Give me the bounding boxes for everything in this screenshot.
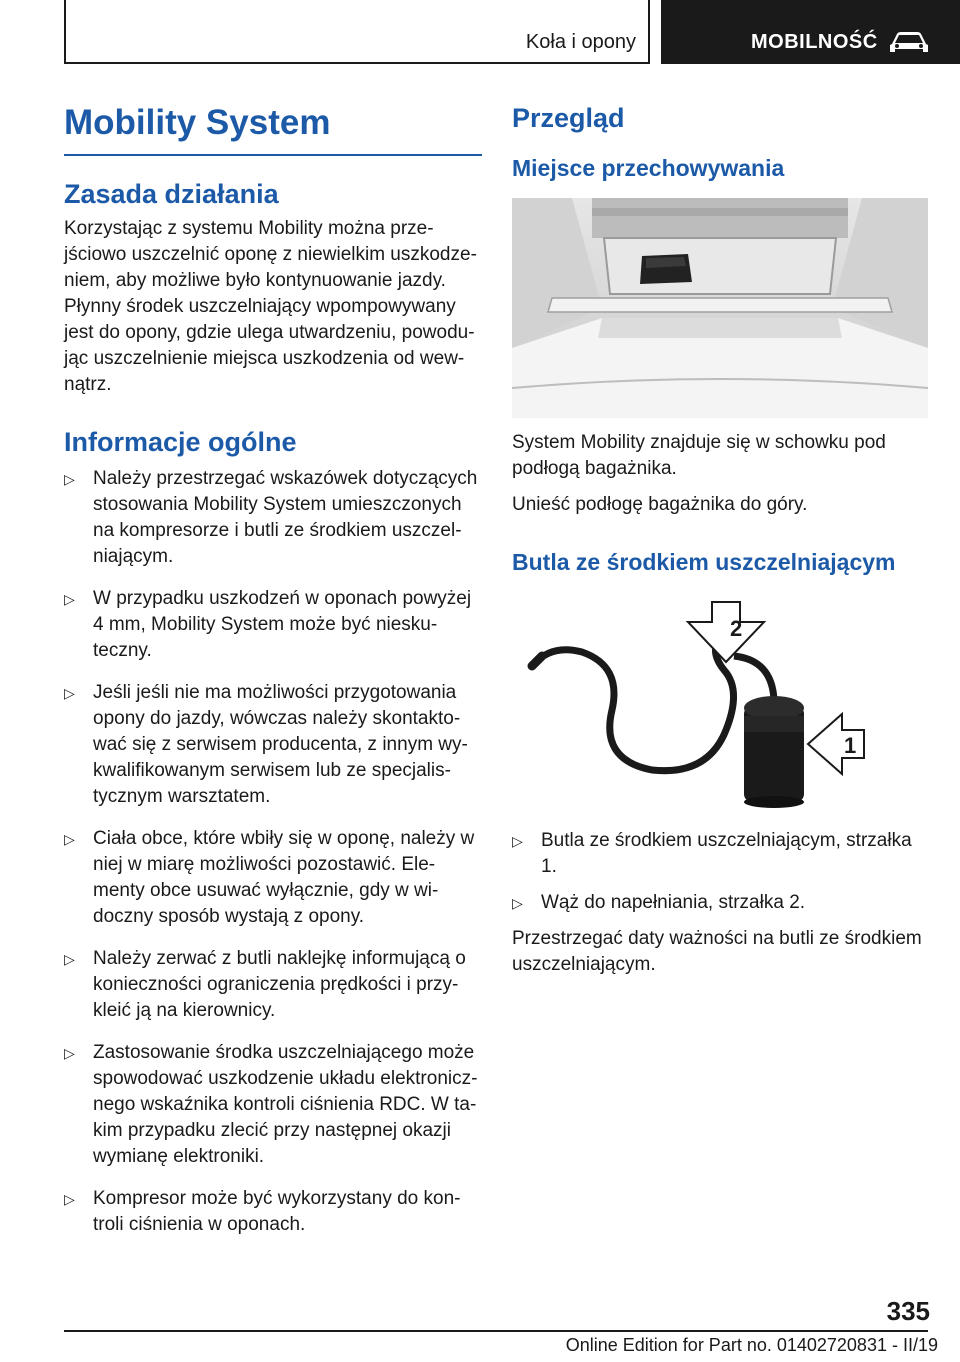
bottle-heading: Butla ze środkiem uszczelniającym [512, 549, 896, 575]
page-title: Mobility System [64, 100, 482, 156]
page-number: 335 [886, 1296, 930, 1326]
storage-text-1: System Mobility znajduje się w schowku pod podłogą bagażnika. [512, 432, 886, 479]
bottle-diagram [512, 600, 928, 812]
bullet-triangle-icon: ▷ [64, 831, 75, 847]
list-item: ▷ Jeśli jeśli nie ma możliwości przygotowania opony do jazdy, wówczas należy skontakto- wać się z serwisem producenta, z innym wy- kwalifikowanym serwisem lub ze specjalis- tycznym warsztatem. [64, 682, 468, 807]
bullet-triangle-icon: ▷ [64, 951, 75, 967]
bullet-triangle-icon: ▷ [64, 1191, 75, 1207]
bullet-triangle-icon: ▷ [512, 895, 523, 911]
bullet-triangle-icon: ▷ [64, 1045, 75, 1061]
footer-divider [64, 1330, 928, 1332]
bottle-note: Przestrzegać daty ważności na butli ze środkiem uszczelniającym. [512, 928, 922, 975]
callout-label-2: 2 [730, 616, 743, 641]
principle-text: Korzystając z systemu Mobility można prze- jściowo uszczelnić oponę z niewielkim uszkodze- niem, aby możliwe było kontynuowanie jazdy. Płynny środek uszczelniający wpompowywany jest do opony, gdzie ulega utwardzeniu, powodu- jąc uszczelnienie miejsca uszkodzenia od wew- nątrz. [64, 218, 477, 395]
bullet-triangle-icon: ▷ [64, 685, 75, 701]
storage-heading: Miejsce przechowywania [512, 155, 785, 181]
chapter-title: MOBILNOŚĆ [751, 31, 878, 53]
general-heading: Informacje ogólne [64, 427, 297, 457]
header-chapter-tab [661, 0, 960, 64]
callout-arrow-2 [688, 602, 764, 662]
bullet-triangle-icon: ▷ [512, 833, 523, 849]
bullet-triangle-icon: ▷ [64, 591, 75, 607]
footer-edition: Online Edition for Part no. 01402720831 - II/19 [565, 1335, 938, 1355]
list-item: ▷ Zastosowanie środka uszczelniającego może spowodować uszkodzenie układu elektronicz- nego wskaźnika kontroli ciśnienia RDC. W ta- kim przypadku zlecić przy następnej okazji wymianę elektroniki. [64, 1042, 478, 1167]
principle-heading: Zasada działania [64, 179, 279, 209]
left-column [64, 100, 482, 1254]
trunk-photo [512, 198, 928, 418]
overview-title: Przegląd [512, 103, 625, 133]
bottle-list [512, 828, 930, 916]
section-title: Koła i opony [525, 31, 636, 53]
right-column [512, 100, 930, 978]
bullet-triangle-icon: ▷ [64, 471, 75, 487]
general-list [64, 466, 482, 1238]
list-item: ▷ W przypadku uszkodzeń w oponach powyżej 4 mm, Mobility System może być niesku- teczny. [64, 588, 472, 661]
list-item: ▷ Wąż do napełniania, strzałka 2. [512, 890, 930, 916]
list-item: ▷ Ciała obce, które wbiły się w oponę, należy w niej w miarę możliwości pozostawić. Ele- menty obce usuwać wyłącznie, gdy w wi- doczny sposób wystają z opony. [64, 828, 475, 927]
list-item: ▷ Należy zerwać z butli naklejkę informującą o konieczności ograniczenia prędkości i przy- kleić ją na kierownicy. [64, 948, 466, 1021]
callout-label-1: 1 [844, 733, 857, 758]
header-section-box [64, 0, 650, 64]
storage-text-2: Unieść podłogę bagażnika do góry. [512, 494, 808, 515]
list-item: ▷ Należy przestrzegać wskazówek dotyczących stosowania Mobility System umieszczonych na kompresorze i butli ze środkiem uszczel- niającym. [64, 468, 478, 567]
car-icon [888, 28, 930, 56]
list-item: ▷ Kompresor może być wykorzystany do kon- troli ciśnienia w oponach. [64, 1188, 461, 1235]
list-item: ▷ Butla ze środkiem uszczelniającym, strzałka 1. [512, 830, 912, 877]
